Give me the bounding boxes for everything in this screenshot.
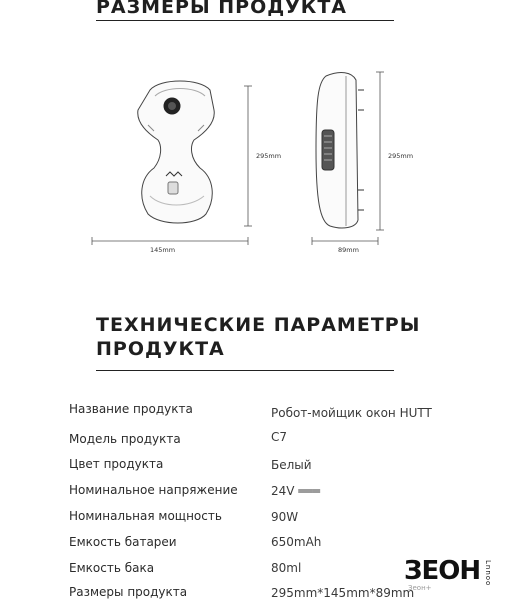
spec-row [0, 432, 508, 452]
spec-label: Емкость бака [69, 561, 155, 575]
title-underline [96, 20, 394, 21]
side-depth-label: 89mm [338, 246, 359, 254]
spec-value: C7 [271, 430, 288, 444]
spec-label: Номинальная мощность [69, 509, 222, 523]
spec-label: Модель продукта [69, 432, 181, 446]
spec-label: Размеры продукта [69, 585, 188, 599]
spec-label: Название продукта [69, 402, 193, 416]
title-underline-2 [96, 370, 394, 371]
spec-row [0, 402, 508, 422]
specs-title-line2: ПРОДУКТА [96, 338, 225, 360]
robot-front-view [138, 81, 215, 223]
spec-value: 295mm*145mm*89mm [271, 586, 415, 600]
spec-label: Емкость батареи [69, 535, 177, 549]
spec-label: Цвет продукта [69, 457, 164, 471]
logo-text: ЗЕОН [404, 556, 481, 586]
spec-row [0, 483, 508, 503]
spec-row [0, 535, 508, 555]
side-height-dimension [376, 72, 384, 230]
section-title-specs [96, 313, 420, 361]
spec-label: Номинальное напряжение [69, 483, 238, 497]
side-depth-dimension [312, 237, 378, 245]
logo-subtext: Зеон+ [408, 584, 432, 592]
robot-side-view [316, 73, 364, 228]
spec-value: 90W [271, 510, 299, 524]
section-title-dimensions: РАЗМЕРЫ ПРОДУКТА [96, 0, 347, 18]
spec-value: Белый [271, 458, 312, 472]
spec-row [0, 457, 508, 477]
front-width-label: 145mm [150, 246, 176, 254]
front-width-dimension [92, 237, 248, 245]
spec-value: 650mAh [271, 535, 322, 549]
front-height-dimension [244, 86, 252, 226]
spec-row [0, 509, 508, 529]
front-height-label: 295mm [256, 152, 282, 160]
dimensions-diagram [0, 40, 508, 265]
spec-value: Робот-мойщик окон HUTT [271, 406, 432, 420]
brand-logo [404, 556, 500, 600]
specs-title-line1: ТЕХНИЧЕСКИЕ ПАРАМЕТРЫ [96, 314, 421, 336]
spec-value: 80ml [271, 561, 302, 575]
spec-value: 24V ═══ [271, 484, 320, 498]
logo-side-text: Lnnoo [484, 560, 492, 587]
side-height-label: 295mm [388, 152, 414, 160]
